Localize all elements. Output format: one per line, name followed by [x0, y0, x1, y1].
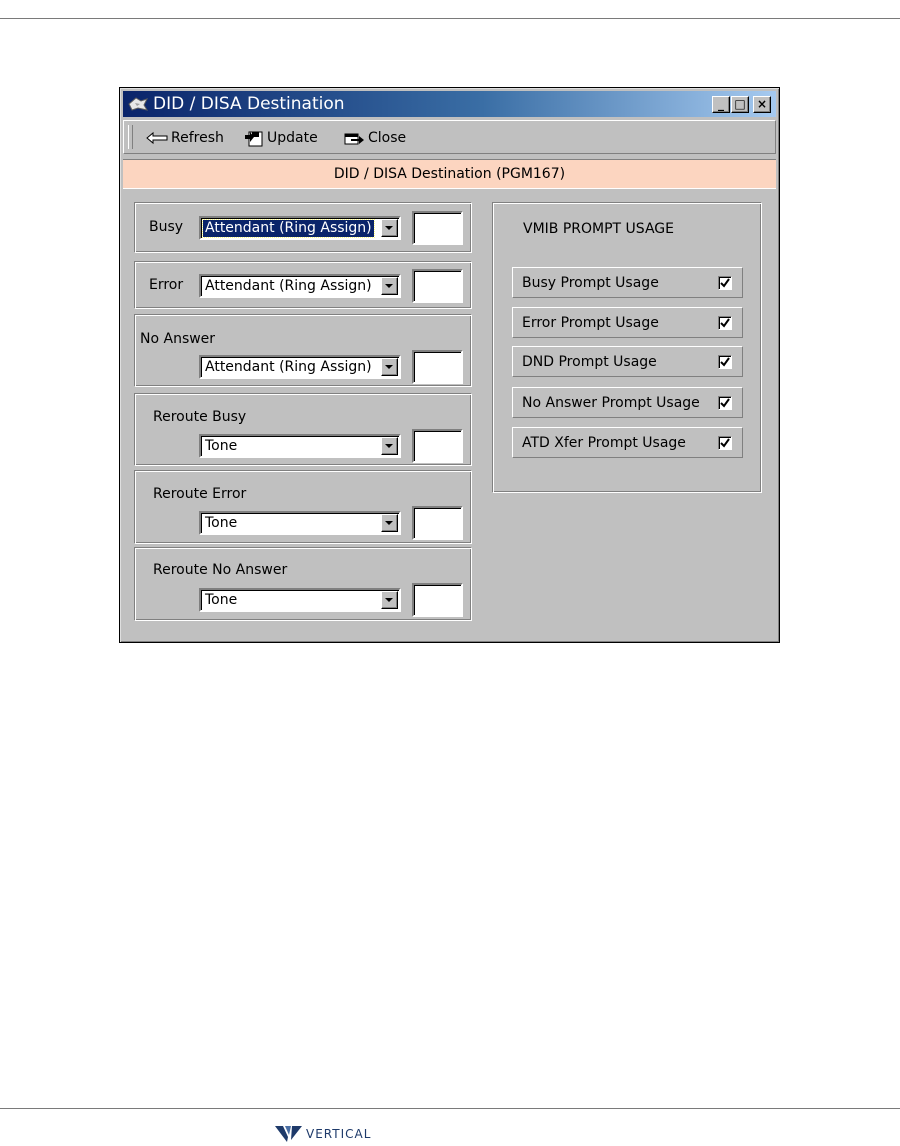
busy-destination-select[interactable]	[199, 216, 401, 240]
maximize-icon: □	[734, 97, 746, 111]
error-prompt-usage-row[interactable]	[512, 307, 743, 338]
update-button[interactable]	[244, 127, 318, 149]
update-icon	[244, 129, 264, 147]
toolbar-grip[interactable]	[128, 125, 133, 149]
refresh-label: Refresh	[171, 130, 224, 146]
chevron-down-icon[interactable]	[381, 277, 398, 295]
busy-label: Busy	[149, 219, 184, 235]
chevron-down-icon[interactable]	[381, 437, 398, 455]
dnd-prompt-usage-row[interactable]	[512, 346, 743, 377]
maximize-button[interactable]	[731, 96, 749, 113]
reroute-error-extra-input[interactable]	[412, 506, 463, 540]
close-window-button[interactable]	[753, 96, 771, 113]
app-icon	[127, 95, 149, 113]
chevron-down-icon[interactable]	[381, 219, 398, 237]
vmib-title: VMIB PROMPT USAGE	[523, 221, 674, 237]
reroute-no-answer-value: Tone	[205, 592, 238, 608]
close-door-icon	[343, 130, 365, 146]
dnd-prompt-usage-checkbox[interactable]	[718, 355, 732, 369]
reroute-no-answer-select[interactable]	[199, 588, 401, 612]
reroute-busy-label: Reroute Busy	[153, 409, 247, 425]
atd-xfer-prompt-usage-label: ATD Xfer Prompt Usage	[522, 435, 686, 451]
chevron-down-icon[interactable]	[381, 514, 398, 532]
checkmark-icon	[720, 318, 730, 328]
close-icon: ×	[756, 97, 768, 111]
error-group	[134, 261, 472, 309]
busy-prompt-usage-row[interactable]	[512, 267, 743, 298]
reroute-error-value: Tone	[205, 515, 238, 531]
no-answer-destination-select[interactable]	[199, 355, 401, 379]
vertical-logo-text: VERTICAL	[306, 1127, 372, 1141]
busy-group	[134, 202, 472, 253]
no-answer-prompt-usage-label: No Answer Prompt Usage	[522, 395, 700, 411]
atd-xfer-prompt-usage-row[interactable]	[512, 427, 743, 458]
vertical-logo	[275, 1125, 371, 1143]
minimize-icon: _	[718, 97, 724, 111]
no-answer-label: No Answer	[140, 331, 216, 347]
close-label: Close	[368, 130, 407, 146]
update-label: Update	[267, 130, 318, 146]
checkmark-icon	[720, 278, 730, 288]
did-disa-destination-window	[119, 87, 780, 643]
no-answer-prompt-usage-checkbox[interactable]	[718, 396, 732, 410]
vertical-logo-icon	[275, 1125, 303, 1143]
refresh-arrow-icon	[146, 131, 168, 145]
busy-destination-value: Attendant (Ring Assign)	[205, 220, 372, 236]
no-answer-destination-value: Attendant (Ring Assign)	[205, 359, 372, 375]
reroute-error-label: Reroute Error	[153, 486, 247, 502]
error-prompt-usage-label: Error Prompt Usage	[522, 315, 659, 331]
busy-prompt-usage-label: Busy Prompt Usage	[522, 275, 659, 291]
reroute-busy-value: Tone	[205, 438, 238, 454]
checkmark-icon	[720, 357, 730, 367]
busy-extra-input[interactable]	[412, 211, 463, 245]
reroute-no-answer-label: Reroute No Answer	[153, 562, 288, 578]
window-title: DID / DISA Destination	[153, 94, 345, 114]
toolbar	[123, 120, 776, 154]
reroute-no-answer-extra-input[interactable]	[412, 583, 463, 617]
no-answer-extra-input[interactable]	[412, 350, 463, 384]
close-button[interactable]	[343, 127, 406, 149]
no-answer-group	[134, 314, 472, 387]
no-answer-prompt-usage-row[interactable]	[512, 387, 743, 418]
vmib-prompt-usage-group	[492, 202, 762, 493]
dnd-prompt-usage-label: DND Prompt Usage	[522, 354, 657, 370]
title-bar[interactable]	[123, 91, 776, 117]
minimize-button[interactable]	[712, 96, 730, 113]
chevron-down-icon[interactable]	[381, 591, 398, 609]
chevron-down-icon[interactable]	[381, 358, 398, 376]
error-destination-select[interactable]	[199, 274, 401, 298]
refresh-button[interactable]	[146, 127, 224, 149]
footer-rule	[0, 1108, 900, 1109]
error-prompt-usage-checkbox[interactable]	[718, 316, 732, 330]
reroute-error-select[interactable]	[199, 511, 401, 535]
program-banner: DID / DISA Destination (PGM167)	[123, 159, 776, 189]
error-destination-value: Attendant (Ring Assign)	[205, 278, 372, 294]
checkmark-icon	[720, 438, 730, 448]
header-rule	[0, 18, 900, 19]
error-extra-input[interactable]	[412, 269, 463, 303]
reroute-no-answer-group	[134, 547, 472, 621]
error-label: Error	[149, 277, 184, 293]
reroute-busy-select[interactable]	[199, 434, 401, 458]
reroute-busy-extra-input[interactable]	[412, 429, 463, 463]
reroute-error-group	[134, 470, 472, 544]
reroute-busy-group	[134, 393, 472, 466]
busy-prompt-usage-checkbox[interactable]	[718, 276, 732, 290]
atd-xfer-prompt-usage-checkbox[interactable]	[718, 436, 732, 450]
checkmark-icon	[720, 398, 730, 408]
